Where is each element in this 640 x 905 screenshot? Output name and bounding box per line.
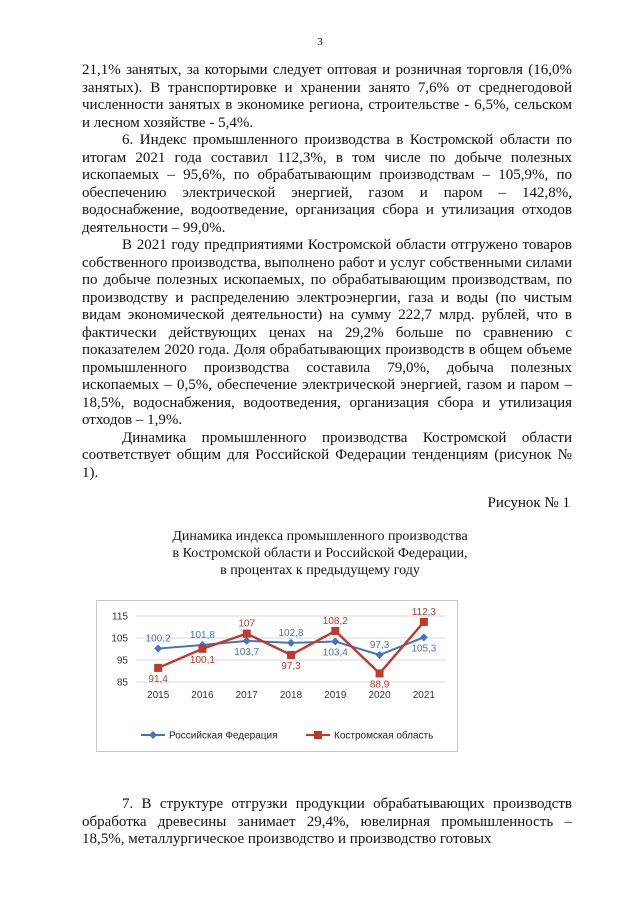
data-label: 101,8: [189, 630, 215, 642]
chart-title-line-1: Динамика индекса промышленного производства: [172, 529, 468, 544]
chart-title: [0, 528, 640, 579]
data-label: 107: [238, 618, 256, 630]
paragraph-5: 7. В структуре отгрузки продукции обрабатывающих производств обработка древесины занимает 29,4%, ювелирная промышленность – 18,5%, металлургическое производство и производство готовых: [82, 796, 572, 847]
chart-title-line-3: в процентах к предыдущему году: [220, 563, 420, 578]
data-point: [331, 627, 339, 635]
chart-title-line-2: в Костромской области и Российской Федерации,: [172, 546, 468, 561]
data-point: [420, 618, 428, 626]
data-label: 91,4: [148, 673, 168, 685]
data-point: [420, 633, 428, 641]
x-tick-label: 2015: [147, 690, 170, 701]
x-tick-label: 2017: [235, 690, 258, 701]
data-point: [376, 651, 384, 659]
data-point: [331, 638, 339, 646]
legend-marker: [149, 731, 157, 739]
data-label: 103,4: [322, 647, 348, 659]
figure-label: Рисунок № 1: [487, 495, 570, 511]
data-point: [198, 645, 206, 653]
legend-label: Российская Федерация: [169, 730, 278, 742]
data-label: 105,3: [411, 643, 437, 655]
data-point: [154, 664, 162, 672]
data-point: [376, 669, 384, 677]
x-tick-label: 2019: [324, 690, 347, 701]
x-tick-label: 2016: [191, 690, 214, 701]
data-point: [287, 651, 295, 659]
data-label: 108,2: [322, 615, 348, 627]
data-label: 103,7: [234, 646, 260, 658]
x-tick-label: 2020: [368, 690, 391, 701]
body-text-top: [82, 62, 572, 482]
body-text-bottom: [82, 796, 572, 849]
y-tick-label: 115: [112, 611, 128, 623]
line-chart: [96, 600, 456, 750]
data-point: [154, 645, 162, 653]
paragraph-4: Динамика промышленного производства Костромской области соответствует общим для Российской Федерации тенденциям (рисунок № 1).: [82, 429, 572, 481]
y-tick-label: 85: [116, 677, 128, 689]
paragraph-1: 21,1% занятых, за которыми следует оптовая и розничная торговля (16,0% занятых). В транспортировке и хранении занято 7,6% от среднегодовой численности занятых в экономике региона, строительстве - 6,5%, сельском и лесном хозяйстве - 5,4%.: [82, 62, 572, 131]
page-number: 3: [317, 36, 323, 48]
legend-marker: [314, 731, 322, 739]
x-tick-label: 2021: [412, 690, 435, 701]
data-label: 100,2: [145, 633, 171, 645]
data-label: 112,3: [411, 606, 437, 618]
data-label: 102,8: [278, 627, 304, 639]
data-label: 100,1: [189, 654, 215, 666]
data-label: 88,9: [369, 679, 390, 691]
data-label: 97,3: [369, 639, 390, 651]
data-point: [243, 630, 251, 638]
x-tick-label: 2018: [279, 690, 303, 701]
paragraph-2: 6. Индекс промышленного производства в Костромской области по итогам 2021 года составил 112,3%, в том числе по добыче полезных ископаемых – 95,6%, по обрабатывающим производствам – 105,9%, по обеспечению электрической энергией, газом и паром – 142,8%, водоснабжение, водоотведение, организация сбора и утилизация отходов деятельности – 99,0%.: [82, 132, 572, 236]
paragraph-3: В 2021 году предприятиями Костромской области отгружено товаров собственного производства, выполнено работ и услуг собственными силами по добыче полезных ископаемых, по обрабатывающим производствам, по производству и распределению электроэнергии, газа и воды (по чистым видам экономической деятельности) на сумму 222,7 млрд. рублей, что в фактически действующих ценах на 29,2% больше по сравнению с показателем 2020 года. Доля обрабатывающих производств в общем объеме промышленного производства составила 79,0%, добыча полезных ископаемых – 0,5%, обеспечение электрической энергией, газом и паром – 18,5%, водоснабжения, водоотведения, организация сбора и утилизация отходов – 1,9%.: [82, 237, 572, 428]
data-label: 97,3: [281, 660, 301, 672]
data-point: [287, 639, 295, 647]
y-tick-label: 105: [111, 633, 128, 645]
y-tick-label: 95: [116, 655, 128, 667]
legend-label: Костромская область: [334, 730, 434, 742]
